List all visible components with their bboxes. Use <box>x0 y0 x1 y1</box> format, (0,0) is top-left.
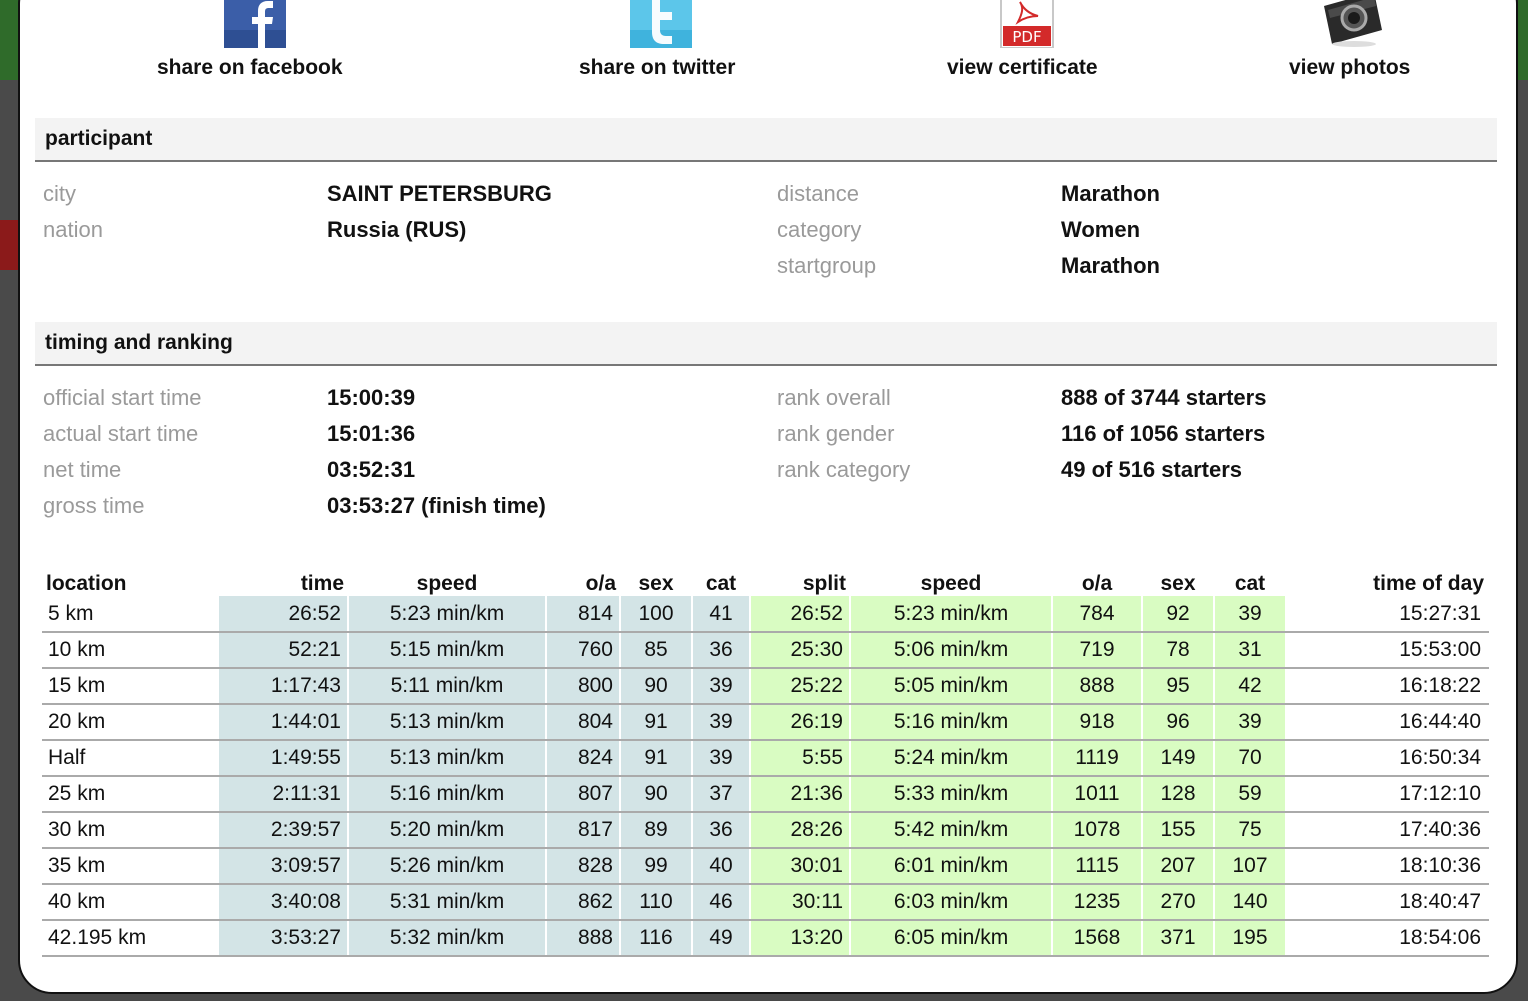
cell-time: 3:40:08 <box>218 884 348 920</box>
cell-split-cat: 70 <box>1214 740 1286 776</box>
cell-cat: 36 <box>692 812 750 848</box>
cell-split: 26:52 <box>750 596 850 632</box>
cell-cat: 39 <box>692 704 750 740</box>
cell-split-sex: 371 <box>1142 920 1214 956</box>
cell-location: 15 km <box>42 668 218 704</box>
category-label: category <box>777 217 862 242</box>
cell-split-sex: 149 <box>1142 740 1214 776</box>
header-location: location <box>42 564 218 596</box>
cell-time: 52:21 <box>218 632 348 668</box>
cell-time-of-day: 18:10:36 <box>1286 848 1488 884</box>
cell-location: 42.195 km <box>42 920 218 956</box>
gross-time-label: gross time <box>43 493 145 518</box>
cell-speed: 5:23 min/km <box>348 596 546 632</box>
split-row <box>42 740 1488 776</box>
cell-split-speed: 5:42 min/km <box>850 812 1052 848</box>
cell-time-of-day: 15:53:00 <box>1286 632 1488 668</box>
cell-split-oa: 784 <box>1052 596 1142 632</box>
cell-oa: 807 <box>546 776 620 812</box>
split-row <box>42 920 1488 956</box>
cell-location: 5 km <box>42 596 218 632</box>
timing-section-header <box>35 322 1497 366</box>
cell-split-sex: 128 <box>1142 776 1214 812</box>
cell-location: 35 km <box>42 848 218 884</box>
header-split: split <box>750 564 850 596</box>
official-start-value: 15:00:39 <box>327 385 416 410</box>
cell-split: 25:30 <box>750 632 850 668</box>
cell-speed: 5:11 min/km <box>348 668 546 704</box>
header-speed: speed <box>348 564 546 596</box>
cell-split-oa: 1115 <box>1052 848 1142 884</box>
cell-oa: 814 <box>546 596 620 632</box>
cell-cat: 39 <box>692 668 750 704</box>
cell-sex: 99 <box>620 848 692 884</box>
cell-sex: 91 <box>620 740 692 776</box>
cell-split: 30:01 <box>750 848 850 884</box>
cell-split-speed: 5:05 min/km <box>850 668 1052 704</box>
cell-split-sex: 78 <box>1142 632 1214 668</box>
cell-split-speed: 5:16 min/km <box>850 704 1052 740</box>
cell-sex: 100 <box>620 596 692 632</box>
cell-split-sex: 92 <box>1142 596 1214 632</box>
split-row <box>42 812 1488 848</box>
cell-location: 40 km <box>42 884 218 920</box>
twitter-icon <box>630 0 692 48</box>
cell-speed: 5:20 min/km <box>348 812 546 848</box>
cell-split-cat: 107 <box>1214 848 1286 884</box>
header-split-cat: cat <box>1214 564 1286 596</box>
cell-time: 26:52 <box>218 596 348 632</box>
cell-time: 1:44:01 <box>218 704 348 740</box>
cell-location: 10 km <box>42 632 218 668</box>
cell-split-speed: 6:03 min/km <box>850 884 1052 920</box>
cell-sex: 90 <box>620 776 692 812</box>
view-photos-label: view photos <box>1289 56 1411 79</box>
cell-time-of-day: 18:40:47 <box>1286 884 1488 920</box>
cell-oa: 804 <box>546 704 620 740</box>
background-red-strip <box>0 220 20 270</box>
cell-split-oa: 1568 <box>1052 920 1142 956</box>
cell-sex: 89 <box>620 812 692 848</box>
cell-location: 25 km <box>42 776 218 812</box>
svg-text:PDF: PDF <box>1012 28 1042 46</box>
cell-speed: 5:16 min/km <box>348 776 546 812</box>
startgroup-label: startgroup <box>777 253 877 278</box>
cell-split-cat: 140 <box>1214 884 1286 920</box>
header-split-sex: sex <box>1142 564 1214 596</box>
gross-time-value: 03:53:27 (finish time) <box>327 493 546 518</box>
category-value: Women <box>1061 217 1141 242</box>
cell-split-speed: 5:33 min/km <box>850 776 1052 812</box>
cell-location: 20 km <box>42 704 218 740</box>
split-row <box>42 704 1488 740</box>
split-row <box>42 884 1488 920</box>
actual-start-value: 15:01:36 <box>327 421 416 446</box>
cell-time: 2:39:57 <box>218 812 348 848</box>
official-start-label: official start time <box>43 385 202 410</box>
cell-split-speed: 6:05 min/km <box>850 920 1052 956</box>
split-row <box>42 668 1488 704</box>
nation-label: nation <box>43 217 103 242</box>
cell-sex: 85 <box>620 632 692 668</box>
cell-location: 30 km <box>42 812 218 848</box>
cell-cat: 41 <box>692 596 750 632</box>
cell-split: 13:20 <box>750 920 850 956</box>
rank-category-value: 49 of 516 starters <box>1061 457 1242 482</box>
cell-split-oa: 888 <box>1052 668 1142 704</box>
facebook-icon <box>224 0 286 48</box>
cell-speed: 5:31 min/km <box>348 884 546 920</box>
distance-label: distance <box>777 181 859 206</box>
participant-heading: participant <box>45 127 153 150</box>
cell-split-oa: 1235 <box>1052 884 1142 920</box>
cell-time: 3:53:27 <box>218 920 348 956</box>
cell-split-cat: 39 <box>1214 704 1286 740</box>
cell-split-sex: 207 <box>1142 848 1214 884</box>
net-time-value: 03:52:31 <box>327 457 416 482</box>
share-twitter-label: share on twitter <box>579 56 736 79</box>
cell-oa: 824 <box>546 740 620 776</box>
cell-time-of-day: 16:44:40 <box>1286 704 1488 740</box>
header-sex: sex <box>620 564 692 596</box>
cell-time-of-day: 15:27:31 <box>1286 596 1488 632</box>
cell-split-cat: 195 <box>1214 920 1286 956</box>
cell-time-of-day: 18:54:06 <box>1286 920 1488 956</box>
net-time-label: net time <box>43 457 122 482</box>
cell-oa: 817 <box>546 812 620 848</box>
cell-split: 5:55 <box>750 740 850 776</box>
cell-split-speed: 5:23 min/km <box>850 596 1052 632</box>
cell-split: 25:22 <box>750 668 850 704</box>
cell-split: 28:26 <box>750 812 850 848</box>
cell-oa: 760 <box>546 632 620 668</box>
header-split-oa: o/a <box>1052 564 1142 596</box>
cell-time: 1:17:43 <box>218 668 348 704</box>
cell-split: 30:11 <box>750 884 850 920</box>
cell-split-cat: 31 <box>1214 632 1286 668</box>
split-row <box>42 632 1488 668</box>
rank-gender-label: rank gender <box>777 421 895 446</box>
cell-cat: 46 <box>692 884 750 920</box>
cell-split-speed: 5:06 min/km <box>850 632 1052 668</box>
cell-split-speed: 5:24 min/km <box>850 740 1052 776</box>
cell-split-oa: 918 <box>1052 704 1142 740</box>
cell-speed: 5:15 min/km <box>348 632 546 668</box>
splits-table <box>42 564 1489 957</box>
cell-split-sex: 96 <box>1142 704 1214 740</box>
cell-cat: 37 <box>692 776 750 812</box>
cell-split-cat: 39 <box>1214 596 1286 632</box>
cell-time-of-day: 16:50:34 <box>1286 740 1488 776</box>
cell-split-oa: 1078 <box>1052 812 1142 848</box>
split-row <box>42 596 1488 632</box>
cell-split-cat: 59 <box>1214 776 1286 812</box>
splits-header-row <box>42 564 1488 596</box>
header-cat: cat <box>692 564 750 596</box>
cell-speed: 5:13 min/km <box>348 740 546 776</box>
cell-location: Half <box>42 740 218 776</box>
share-facebook-label: share on facebook <box>157 56 343 79</box>
pdf-icon <box>1000 0 1054 48</box>
cell-time-of-day: 17:40:36 <box>1286 812 1488 848</box>
cell-time: 3:09:57 <box>218 848 348 884</box>
rank-overall-value: 888 of 3744 starters <box>1061 385 1267 410</box>
header-time: time <box>218 564 348 596</box>
participant-section-header <box>35 118 1497 162</box>
timing-heading: timing and ranking <box>45 331 233 354</box>
cell-oa: 862 <box>546 884 620 920</box>
cell-oa: 888 <box>546 920 620 956</box>
cell-time: 1:49:55 <box>218 740 348 776</box>
cell-split-oa: 719 <box>1052 632 1142 668</box>
cell-oa: 800 <box>546 668 620 704</box>
cell-sex: 91 <box>620 704 692 740</box>
cell-speed: 5:32 min/km <box>348 920 546 956</box>
city-value: SAINT PETERSBURG <box>327 181 552 206</box>
cell-split-cat: 75 <box>1214 812 1286 848</box>
startgroup-value: Marathon <box>1061 253 1160 278</box>
rank-category-label: rank category <box>777 457 911 482</box>
city-label: city <box>43 181 76 206</box>
split-row <box>42 848 1488 884</box>
nation-value: Russia (RUS) <box>327 217 467 242</box>
cell-time: 2:11:31 <box>218 776 348 812</box>
cell-time-of-day: 16:18:22 <box>1286 668 1488 704</box>
share-bar <box>0 0 1528 110</box>
rank-gender-value: 116 of 1056 starters <box>1061 421 1266 446</box>
cell-sex: 116 <box>620 920 692 956</box>
splits-body <box>42 596 1488 956</box>
cell-split-oa: 1011 <box>1052 776 1142 812</box>
cell-cat: 39 <box>692 740 750 776</box>
camera-icon <box>1320 0 1384 48</box>
cell-cat: 40 <box>692 848 750 884</box>
rank-overall-label: rank overall <box>777 385 891 410</box>
split-row <box>42 776 1488 812</box>
header-oa: o/a <box>546 564 620 596</box>
cell-split-speed: 6:01 min/km <box>850 848 1052 884</box>
cell-time-of-day: 17:12:10 <box>1286 776 1488 812</box>
distance-value: Marathon <box>1061 181 1160 206</box>
cell-split: 26:19 <box>750 704 850 740</box>
cell-split: 21:36 <box>750 776 850 812</box>
cell-sex: 110 <box>620 884 692 920</box>
actual-start-label: actual start time <box>43 421 199 446</box>
cell-speed: 5:26 min/km <box>348 848 546 884</box>
cell-split-sex: 155 <box>1142 812 1214 848</box>
cell-speed: 5:13 min/km <box>348 704 546 740</box>
header-time-of-day: time of day <box>1286 564 1488 596</box>
cell-oa: 828 <box>546 848 620 884</box>
header-split-speed: speed <box>850 564 1052 596</box>
cell-split-sex: 270 <box>1142 884 1214 920</box>
cell-split-cat: 42 <box>1214 668 1286 704</box>
cell-cat: 49 <box>692 920 750 956</box>
cell-cat: 36 <box>692 632 750 668</box>
cell-sex: 90 <box>620 668 692 704</box>
cell-split-oa: 1119 <box>1052 740 1142 776</box>
view-certificate-label: view certificate <box>947 56 1098 79</box>
cell-split-sex: 95 <box>1142 668 1214 704</box>
